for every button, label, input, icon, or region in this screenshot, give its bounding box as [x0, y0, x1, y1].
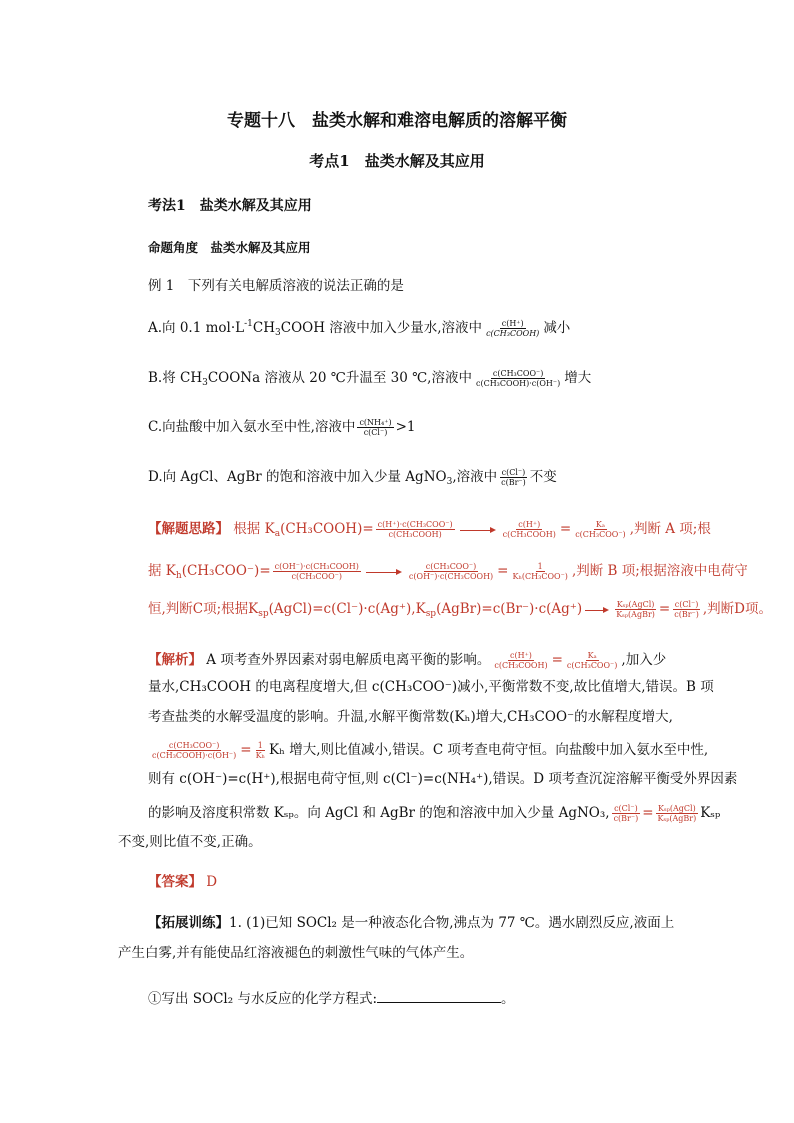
text: Kₕ 增大,则比值减小,错误。C 项考查电荷守恒。向盐酸中加入氨水至中性, — [269, 742, 709, 759]
frac-num: c(CH₃COO⁻) — [425, 562, 477, 571]
fraction — [501, 520, 558, 539]
text: 的影响及溶度积常数 Kₛₚ。向 AgCl 和 AgBr 的饱和溶液中加入少量 AgNO₃, — [148, 805, 610, 822]
option-c-fraction — [357, 418, 393, 437]
sub: sp — [425, 609, 437, 620]
sub: h — [175, 571, 182, 582]
option-d-tail: 不变 — [529, 469, 557, 486]
text: Kₛₚ — [700, 805, 721, 822]
frac-num: Kₛₚ(AgCl) — [616, 600, 655, 609]
text: ,判断D项。 — [702, 601, 772, 618]
text: ,加入少 — [621, 652, 667, 669]
text: = — [658, 601, 671, 618]
text: 恒,判断C项;根据K — [148, 601, 259, 618]
option-a-tail: 减小 — [543, 320, 571, 337]
fraction — [407, 562, 495, 581]
frac-den: Kₕ(CH₃COO⁻) — [512, 572, 568, 582]
text: (AgBr)=c(Br⁻)·c(Ag⁺) — [436, 601, 583, 618]
frac-num: c(H⁺) — [518, 520, 541, 529]
option-a — [148, 319, 570, 338]
text: (AgCl)=c(Cl⁻)·c(Ag⁺),K — [268, 601, 426, 618]
analysis-label: 【解析】 — [148, 652, 202, 669]
text: = — [559, 521, 572, 538]
text: 据 K — [148, 563, 176, 580]
arrow-icon — [585, 606, 609, 614]
answer — [148, 876, 217, 890]
fraction — [254, 741, 267, 760]
frac-num: 1 — [257, 741, 263, 750]
fraction — [573, 520, 628, 539]
arrow-icon — [366, 568, 402, 576]
option-c-text: C.向盐酸中加入氨水至中性,溶液中 — [148, 419, 356, 436]
text: ①写出 SOCl₂ 与水反应的化学方程式: — [148, 991, 378, 1007]
sub: a — [274, 529, 281, 540]
sub: sp — [258, 609, 269, 620]
frac-num: c(NH₄⁺) — [359, 418, 392, 427]
thinking-label: 【解题思路】 — [148, 521, 229, 538]
frac-den: c(Br⁻) — [501, 478, 526, 488]
text: (CH₃COO⁻)= — [181, 563, 271, 580]
analysis-line-5: 则有 c(OH⁻)=c(H⁺),根据电荷守恒,则 c(Cl⁻)=c(NH₄⁺),错误。D 项考查沉淀溶解平衡受外界因素 — [148, 771, 738, 787]
text: 。 — [501, 991, 515, 1007]
frac-den: c(CH₃COOH) — [502, 530, 556, 540]
example-stem: 例 1 下列有关电解质溶液的说法正确的是 — [148, 278, 404, 294]
frac-den: c(CH₃COO⁻) — [575, 530, 626, 540]
frac-den: c(CH₃COOH) — [494, 661, 548, 671]
frac-num: c(Cl⁻) — [501, 468, 526, 477]
text: A 项考查外界因素对弱电解质电离平衡的影响。 — [206, 652, 491, 669]
option-b-sub: 3 — [202, 378, 208, 389]
frac-num: c(CH₃COO⁻) — [492, 369, 544, 378]
frac-num: c(H⁺) — [501, 319, 524, 328]
frac-den: Kₛₚ(AgBr) — [657, 814, 697, 824]
frac-num: c(Cl⁻) — [614, 804, 638, 813]
frac-num: c(H⁺)·c(CH₃COO⁻) — [377, 520, 453, 529]
text: = — [497, 563, 509, 580]
training-question-1 — [148, 990, 515, 1007]
option-d-fraction — [499, 468, 528, 487]
frac-den: c(CH₃COO⁻) — [291, 572, 343, 582]
fraction — [612, 804, 641, 823]
fraction — [672, 600, 701, 619]
analysis-line-1: 【解析】 A 项考查外界因素对弱电解质电离平衡的影响。 $\frac{c(H^+)}{\text{c(CH₃COOH)}}$ = $\frac{\text{Kₐ}}{\text{c(CH₃COO⁻)}}$ ,加入少 — [148, 651, 667, 671]
method-heading: 考法1 盐类水解及其应用 — [148, 198, 312, 214]
frac-den: c(CH₃COOH)·c(OH⁻) — [475, 379, 561, 389]
frac-den: c(Cl⁻) — [363, 428, 388, 438]
option-c — [148, 418, 415, 437]
text: ,判断 B 项;根据溶液中电荷守 — [571, 563, 748, 580]
option-a-post: COOH 溶液中加入少量水,溶液中 — [280, 320, 483, 337]
training-label: 【拓展训练】 — [148, 915, 229, 931]
option-d — [148, 468, 557, 487]
training-line-1 — [148, 917, 674, 931]
frac-num: c(H⁺) — [510, 651, 532, 660]
fraction — [510, 562, 569, 581]
text: (CH₃COOH)= — [280, 521, 374, 538]
analysis-line-3: 考查盐类的水解受温度的影响。升温,水解平衡常数(Kₕ)增大,CH₃COO⁻的水解程度增大, — [148, 709, 673, 725]
angle-heading: 命题角度 盐类水解及其应用 — [148, 240, 311, 255]
frac-den: c(Br⁻) — [674, 610, 699, 620]
fraction — [492, 651, 549, 670]
option-c-tail: >1 — [395, 419, 416, 436]
text: 1. (1)已知 SOCl₂ 是一种液态化合物,沸点为 77 ℃。遇水剧烈反应,液面上 — [229, 915, 675, 931]
fraction — [376, 520, 455, 539]
fraction — [273, 562, 361, 581]
thinking-line-1 — [148, 520, 711, 539]
text: ,判断 A 项;根 — [629, 521, 711, 538]
analysis-line-4: $\frac{\text{c(CH₃COO⁻)}}{\text{c(CH₃COOH)·c(OH⁻)}}$ = $\frac{1}{\text{Kₕ}}$ Kₕ 增大,则比值减小,错误。C 项考查电荷守恒。向盐酸中加入氨水至中性, — [152, 741, 709, 761]
training-line-2: 产生白雾,并有能使品红溶液褪色的刺激性气味的气体产生。 — [118, 945, 474, 961]
option-b-post: COONa 溶液从 20 ℃升温至 30 ℃,溶液中 — [207, 370, 472, 387]
thinking-line-2 — [148, 562, 748, 581]
text: 根据 K — [233, 521, 275, 538]
frac-num: Kₐ — [595, 520, 605, 529]
option-a-text: A.向 0.1 mol·L — [148, 320, 245, 337]
frac-num: c(CH₃COO⁻) — [168, 741, 220, 750]
answer-value: D — [206, 874, 218, 890]
frac-den: c(CH₃COOH) — [388, 530, 442, 540]
answer-label: 【答案】 — [148, 874, 202, 890]
fraction — [656, 804, 699, 823]
frac-den: c(CH₃COO⁻) — [566, 661, 618, 671]
option-a-fraction — [484, 319, 541, 338]
frac-den: c(CH₃COOH) — [486, 329, 540, 339]
thinking-line-3 — [148, 600, 772, 619]
frac-den: Kₛₚ(AgBr) — [616, 610, 655, 620]
section-heading: 考点1 盐类水解及其应用 — [309, 152, 485, 170]
fraction — [614, 600, 657, 619]
arrow-icon — [460, 526, 496, 534]
page-title: 专题十八 盐类水解和难溶电解质的溶解平衡 — [227, 111, 567, 131]
analysis-line-7: 不变,则比值不变,正确。 — [118, 834, 262, 850]
option-b — [148, 369, 591, 388]
option-a-sup: -1 — [244, 319, 253, 330]
option-b-fraction — [474, 369, 562, 388]
option-d-text: D.向 AgCl、AgBr 的饱和溶液中加入少量 AgNO — [148, 469, 447, 486]
option-b-tail: 增大 — [564, 370, 592, 387]
fraction — [565, 651, 620, 670]
frac-num: Kₛₚ(AgCl) — [658, 804, 696, 813]
option-d-sub: 3 — [446, 477, 453, 488]
option-d-post: ,溶液中 — [452, 469, 498, 486]
option-a-sub: 3 — [275, 328, 281, 339]
fraction — [150, 741, 238, 760]
frac-den: c(Br⁻) — [613, 814, 639, 824]
frac-den: c(CH₃COOH)·c(OH⁻) — [152, 751, 237, 761]
frac-num: c(OH⁻)·c(CH₃COOH) — [274, 562, 359, 571]
frac-num: Kₐ — [587, 651, 597, 660]
frac-num: c(Cl⁻) — [674, 600, 699, 609]
answer-blank[interactable] — [377, 990, 501, 1003]
analysis-line-2: 量水,CH₃COOH 的电离程度增大,但 c(CH₃COO⁻)减小,平衡常数不变,故比值增大,错误。B 项 — [148, 679, 714, 695]
option-a-mid: CH — [252, 320, 275, 337]
analysis-line-6: 的影响及溶度积常数 Kₛₚ。向 AgCl 和 AgBr 的饱和溶液中加入少量 AgNO₃, $\frac{c(Cl^-)}{c(Br^-)}$ = $\frac{\text{Kₛₚ(AgCl)}}{\text{Kₛₚ(AgBr)}}$ Kₛₚ — [148, 804, 721, 824]
frac-den: Kₕ — [255, 751, 266, 761]
option-b-text: B.将 CH — [148, 370, 203, 387]
frac-num: 1 — [537, 562, 543, 571]
frac-den: c(OH⁻)·c(CH₃COOH) — [408, 572, 494, 582]
